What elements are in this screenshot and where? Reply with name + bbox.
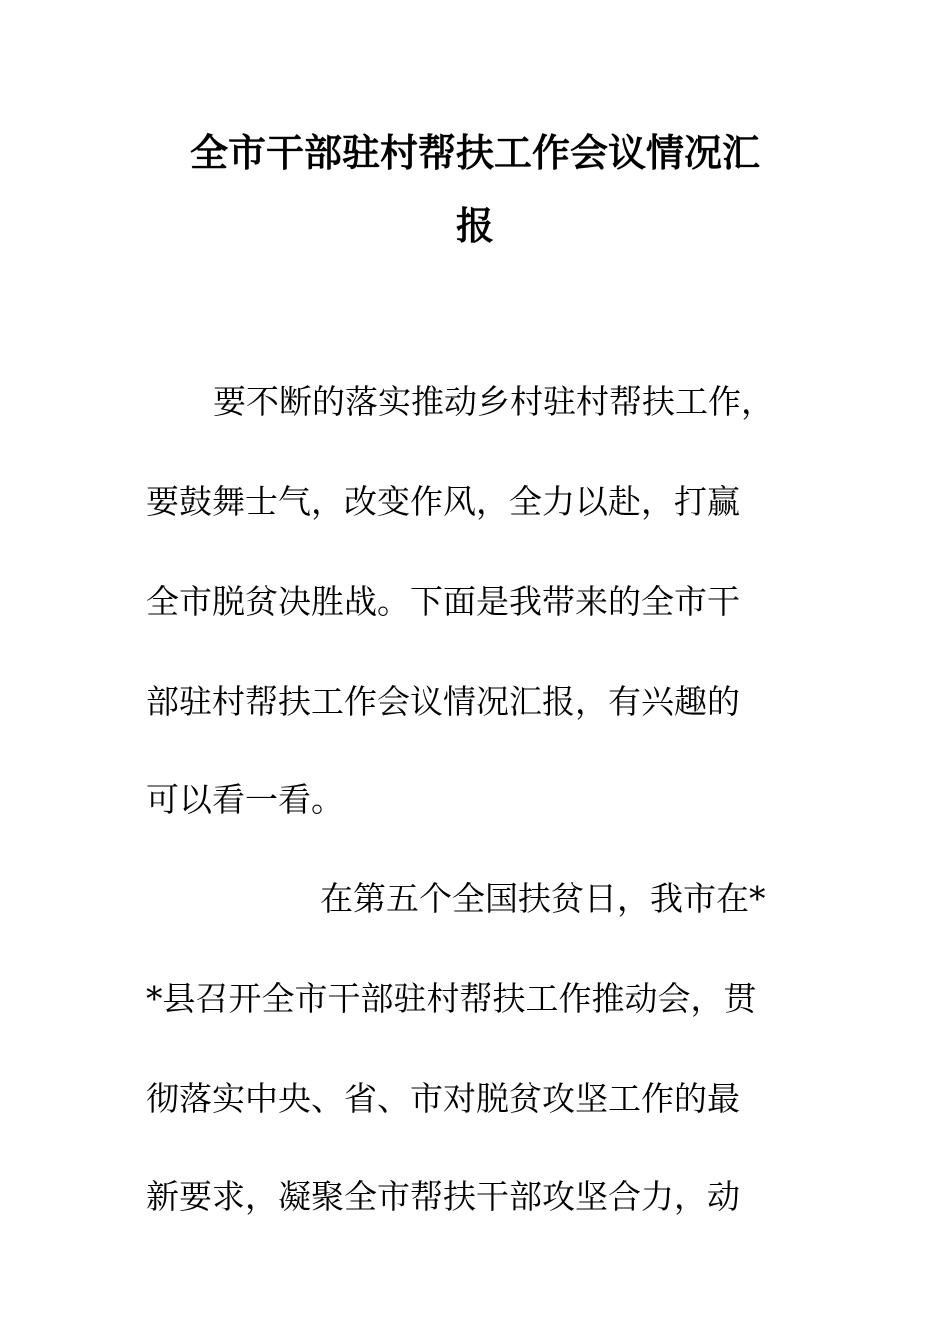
document-title-line-2: 报 <box>455 203 494 248</box>
paragraph-1-line-2: 要鼓舞士气，改变作风，全力以赴，打赢 <box>146 482 740 521</box>
paragraph-2-line-2: *县召开全市干部驻村帮扶工作推动会，贯 <box>146 979 757 1018</box>
paragraph-1-line-4: 部驻村帮扶工作会议情况汇报，有兴趣的 <box>146 682 740 721</box>
paragraph-2-line-1: 在第五个全国扶贫日，我市在* <box>320 879 766 918</box>
paragraph-1-line-5: 可以看一看。 <box>146 780 344 819</box>
paragraph-1-line-1: 要不断的落实推动乡村驻村帮扶工作， <box>213 382 774 421</box>
paragraph-2-line-4: 新要求，凝聚全市帮扶干部攻坚合力，动 <box>146 1177 740 1216</box>
paragraph-2-line-3: 彻落实中央、省、市对脱贫攻坚工作的最 <box>146 1079 740 1118</box>
document-title-line-1: 全市干部驻村帮扶工作会议情况汇 <box>189 130 760 175</box>
paragraph-1-line-3: 全市脱贫决胜战。下面是我带来的全市干 <box>146 582 740 621</box>
